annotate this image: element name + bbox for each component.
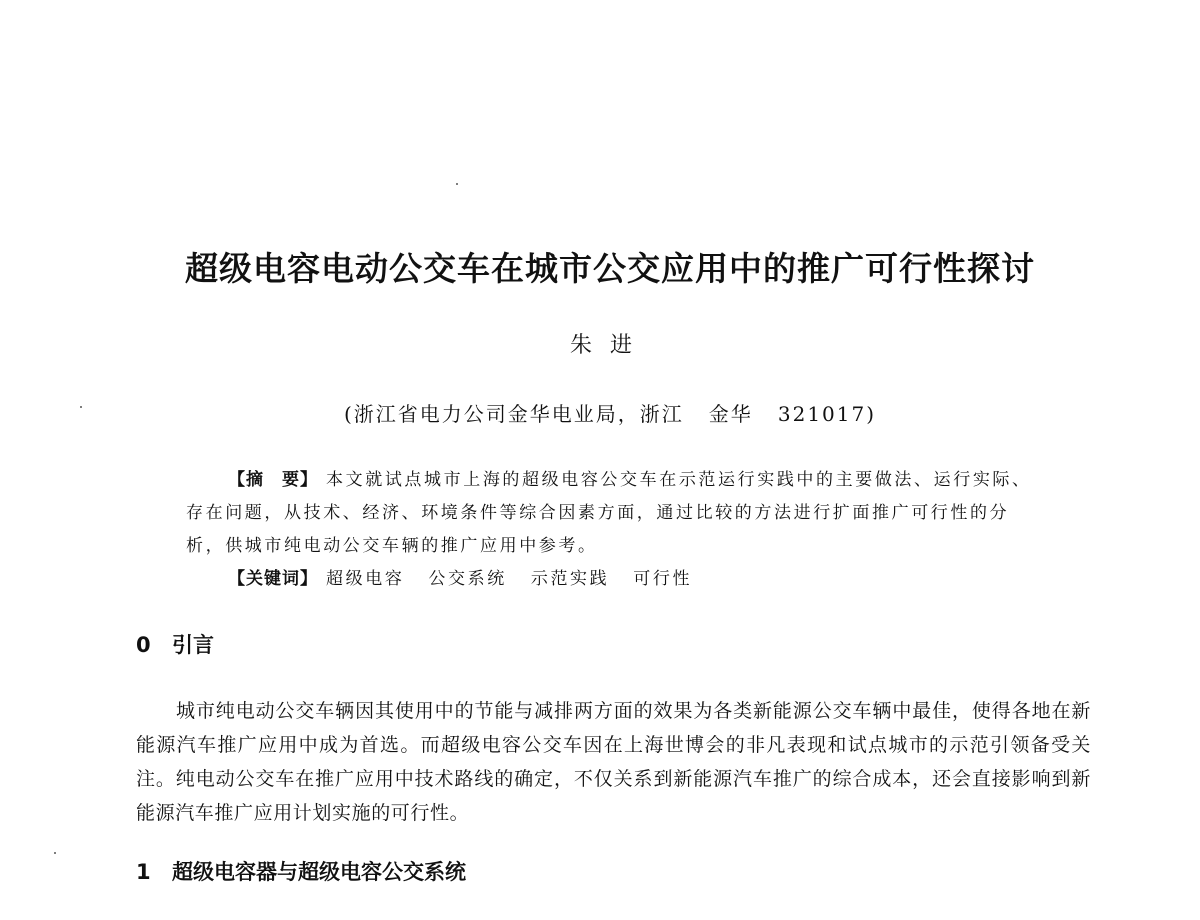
section-title: 超级电容器与超级电容公交系统 (172, 860, 466, 884)
abstract-paragraph (186, 464, 1046, 563)
scan-speck (54, 852, 56, 854)
section-number: 1 (136, 860, 151, 884)
abstract-text: 本文就试点城市上海的超级电容公交车在示范运行实践中的主要做法、运行实际、存在问题，从技术、经济、环境条件等综合因素方面，通过比较的方法进行扩面推广可行性的分析，供城市纯电动公交车辆的推广应用中参考。 (186, 470, 1032, 556)
keywords-label: 【关键词】 (228, 569, 318, 589)
section-title: 引言 (172, 633, 214, 657)
keywords-text: 超级电容 公交系统 示范实践 可行性 (326, 569, 693, 589)
author-affiliation: (浙江省电力公司金华电业局，浙江 金华 321017) (343, 402, 877, 426)
introduction-paragraph: 城市纯电动公交车辆因其使用中的节能与减排两方面的效果为各类新能源公交车辆中最佳，使得各地在新能源汽车推广应用中成为首选。而超级电容公交车因在上海世博会的非凡表现和试点城市的示范引领备受关注。纯电动公交车在推广应用中技术路线的确定，不仅关系到新能源汽车推广的综合成本，还会直接影响到新能源汽车推广应用计划实施的可行性。 (136, 700, 1091, 824)
abstract-label: 【摘 要】 (228, 470, 318, 490)
section-number: 0 (136, 633, 151, 657)
scan-speck (456, 183, 458, 185)
paper-title: 超级电容电动公交车在城市公交应用中的推广可行性探讨 (185, 249, 1035, 288)
section-heading-introduction (136, 628, 214, 662)
keywords-line (228, 563, 1048, 596)
author-name: 朱进 (569, 333, 650, 358)
abstract-block (186, 464, 1046, 563)
introduction-body (136, 694, 1091, 830)
section-heading-supercapacitor (136, 855, 466, 889)
